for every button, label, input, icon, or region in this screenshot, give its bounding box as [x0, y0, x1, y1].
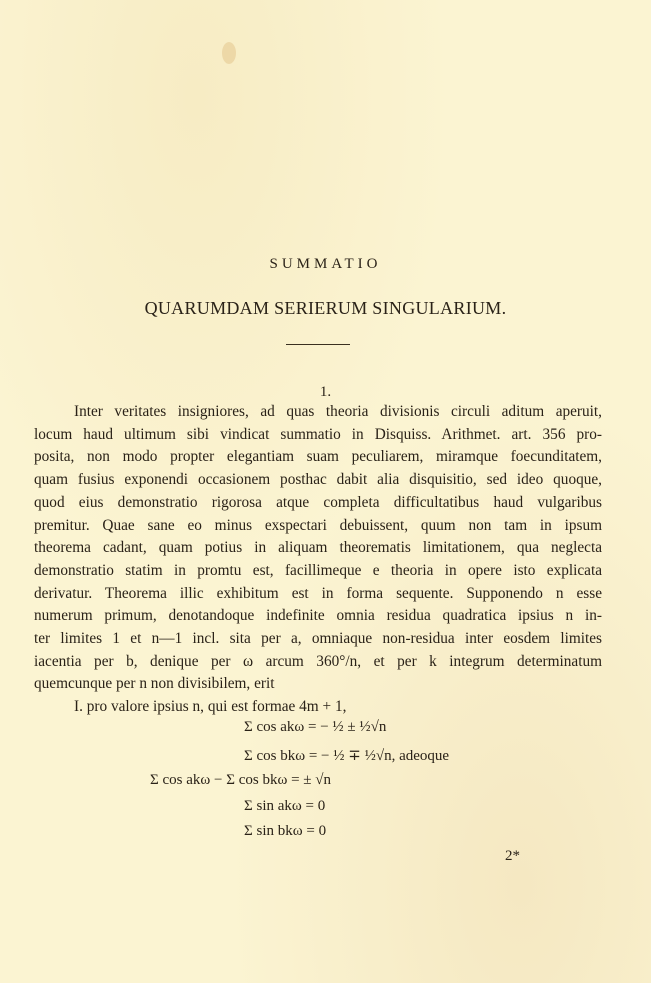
title-line-1: SUMMATIO	[269, 256, 382, 272]
case-intro: I. pro valore ipsius n, qui est formae 4m + 1,	[74, 698, 347, 716]
paragraph-line: Inter veritates insigniores, ad quas theoria divisionis circuli aditum aperuit,	[74, 403, 602, 420]
paragraph-line: quam fusius exponendi occasionem posthac dabit alia disquisitio, sed ideo quoque,	[34, 471, 602, 489]
equation-2: Σ cos bkω = − ½ ∓ ½√n, adeoque	[244, 748, 450, 764]
equation-1: Σ cos akω = − ½ ± ½√n	[244, 719, 387, 735]
title-line-2: QUARUMDAM SERIERUM SINGULARIUM.	[144, 298, 507, 318]
paragraph-line: posita, non modo propter elegantiam suam peculiarem, miramque foecunditatem,	[34, 448, 602, 466]
signature-mark: 2*	[505, 848, 520, 864]
paragraph-line: theorema cadant, quam potius in aliquam theorematis limitationem, qua neglecta	[34, 539, 602, 557]
paper-stain	[222, 42, 236, 64]
paragraph-line: premitur. Quae sane eo minus exspectari debuissent, quum non tam in ipsum	[34, 516, 602, 534]
paragraph-line: demonstratio statim in promtu est, facillimeque e theoria in opere isto explicata	[34, 561, 602, 579]
equation-4: Σ sin akω = 0	[244, 798, 326, 814]
section-number: 1.	[319, 384, 332, 400]
paragraph-line: locum haud ultimum sibi vindicat summatio in Disquiss. Arithmet. art. 356 pro-	[34, 425, 602, 443]
paragraph-line: iacentia per b, denique per ω arcum 360°/n, et per k integrum determinatum	[34, 652, 602, 670]
equation-3: Σ cos akω − Σ cos bkω = ± √n	[150, 772, 331, 788]
paragraph-line: quemcunque per n non divisibilem, erit	[34, 675, 275, 693]
paragraph-line: quod eius demonstratio rigorosa atque completa difficultatibus haud vulgaribus	[34, 493, 602, 511]
paragraph	[34, 401, 602, 719]
paragraph-line: derivatur. Theorema illic exhibitum est in forma sequente. Supponendo n esse	[34, 584, 602, 602]
paragraph-line: numerum primum, denotandoque indefinite omnia residua quadratica ipsius n in-	[34, 607, 602, 625]
equation-5: Σ sin bkω = 0	[244, 823, 327, 839]
paragraph-line: ter limites 1 et n—1 incl. sita per a, omniaque non-residua inter eosdem limites	[34, 630, 602, 648]
title-divider	[286, 344, 350, 345]
